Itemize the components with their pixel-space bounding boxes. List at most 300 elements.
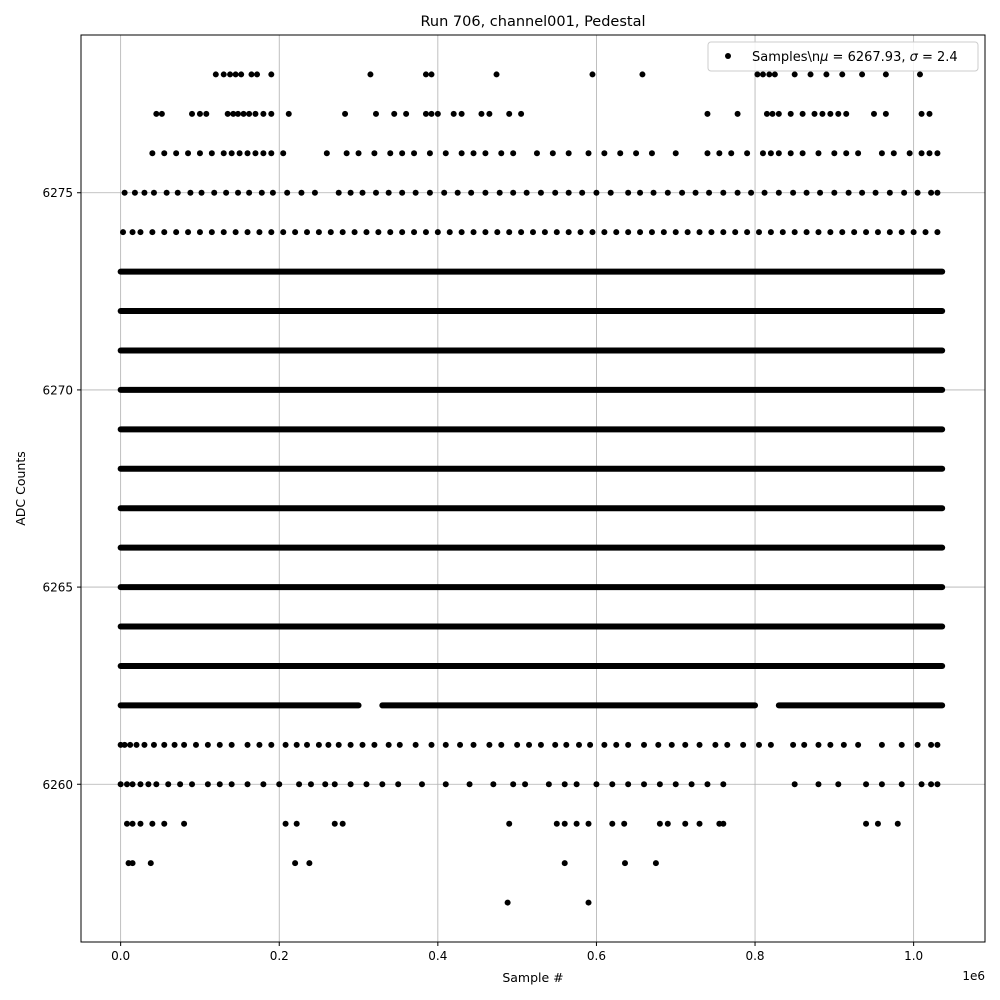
sample-point [801,742,807,748]
sample-point [217,742,223,748]
sample-point [720,190,726,196]
sample-point [371,742,377,748]
sample-point [682,821,688,827]
sample-point [788,150,794,156]
sample-point [562,860,568,866]
x-tick-label: 0.6 [586,949,606,963]
sample-point [928,781,934,787]
sample-point [360,742,366,748]
sample-point [360,190,366,196]
sample-point [574,821,580,827]
sample-point [538,190,544,196]
sample-point [181,821,187,827]
sample-point [804,190,810,196]
sample-point [498,742,504,748]
sample-point [395,781,401,787]
y-tick-label: 6265 [42,580,73,595]
sample-point [435,229,441,235]
sample-point [578,229,584,235]
sample-point [812,111,818,117]
sample-point [122,742,128,748]
sample-point [185,229,191,235]
sample-point [459,229,465,235]
sample-point [518,111,524,117]
sample-point [673,150,679,156]
sample-point [776,150,782,156]
sample-point [875,821,881,827]
sample-point [815,229,821,235]
sample-point [554,229,560,235]
sample-point [177,781,183,787]
sample-point [241,111,247,117]
sample-point [159,111,165,117]
sample-point [246,190,252,196]
sample-point [926,150,932,156]
sample-point [883,71,889,77]
sample-point [252,150,258,156]
sample-point [324,150,330,156]
sample-point [411,229,417,235]
sample-point [790,190,796,196]
sample-point [841,742,847,748]
sample-point [164,190,170,196]
sample-point [423,229,429,235]
sample-point [859,71,865,77]
sample-point [665,821,671,827]
sample-point [173,150,179,156]
sample-point [280,229,286,235]
sample-point [768,229,774,235]
sample-point [574,781,580,787]
sample-point [235,190,241,196]
sample-point [740,742,746,748]
sample-point [530,229,536,235]
sample-point [587,742,593,748]
sample-point [246,111,252,117]
sample-point [221,229,227,235]
sample-point [256,742,262,748]
sample-point [304,742,310,748]
sample-point [792,781,798,787]
sample-point [312,190,318,196]
sample-point [141,742,147,748]
sample-point [679,190,685,196]
sample-point [633,150,639,156]
sample-point [397,742,403,748]
sample-point [639,71,645,77]
sample-point [363,229,369,235]
sample-point [161,229,167,235]
sample-point [928,190,934,196]
sample-point [846,190,852,196]
sample-point [879,150,885,156]
sample-point [871,111,877,117]
sample-point [276,781,282,787]
sample-point [748,190,754,196]
sample-point [625,742,631,748]
sample-point [348,190,354,196]
sample-point [459,150,465,156]
sample-point [367,71,373,77]
sample-point [780,229,786,235]
legend [708,42,978,71]
sample-point [467,781,473,787]
sample-point [328,229,334,235]
sample-point [649,229,655,235]
sample-point [221,71,227,77]
sample-point [371,150,377,156]
sample-point [213,71,219,77]
sample-point [586,150,592,156]
sample-point [622,860,628,866]
sample-point [185,150,191,156]
sample-point [510,150,516,156]
sample-point [538,742,544,748]
sample-point [772,71,778,77]
sample-point [899,229,905,235]
sample-point [189,781,195,787]
sample-point [697,229,703,235]
sample-point [657,821,663,827]
sample-point [498,150,504,156]
sample-point [911,229,917,235]
sample-point [792,71,798,77]
sample-point [613,229,619,235]
sample-point [443,150,449,156]
sample-point [601,229,607,235]
sample-point [934,150,940,156]
sample-point [211,190,217,196]
sample-point [221,150,227,156]
legend-sigma-value: = 2.4 [917,50,958,65]
sample-point [161,742,167,748]
sample-point [788,111,794,117]
sample-point [494,71,500,77]
sample-point [482,229,488,235]
sample-point [613,742,619,748]
sample-point [205,742,211,748]
sample-point [510,781,516,787]
sample-point [800,150,806,156]
sample-point [413,742,419,748]
sample-point [141,190,147,196]
sample-point [576,742,582,748]
sample-point [316,742,322,748]
y-tick-label: 6275 [42,186,73,201]
sample-point [934,229,940,235]
sample-point [348,781,354,787]
sample-point [800,111,806,117]
sample-point [762,190,768,196]
sample-point [137,229,143,235]
sample-point [151,742,157,748]
sample-point [363,781,369,787]
legend-sigma-symbol: σ [909,50,918,65]
sample-point [769,111,775,117]
sample-point [552,190,558,196]
sample-point [919,111,925,117]
sample-point [665,190,671,196]
sample-point [322,781,328,787]
sample-point [776,111,782,117]
sample-point [124,781,130,787]
sample-point [839,229,845,235]
sample-point [649,150,655,156]
sample-point [423,111,429,117]
sample-point [340,821,346,827]
sample-point [118,781,124,787]
sample-point [428,111,434,117]
sample-point [120,229,126,235]
sample-point [391,111,397,117]
sample-point [817,190,823,196]
sample-point [148,860,154,866]
sample-point [427,190,433,196]
sample-point [280,150,286,156]
sample-point [237,150,243,156]
sample-point [122,190,128,196]
sample-point [915,742,921,748]
sample-point [435,111,441,117]
sample-point [744,150,750,156]
sample-point [348,742,354,748]
sample-point [203,111,209,117]
sample-point [720,821,726,827]
y-tick-label: 6270 [42,383,73,398]
sample-point [708,229,714,235]
sample-point [233,71,239,77]
sample-point [526,742,532,748]
sample-point [589,71,595,77]
sample-point [895,821,901,827]
sample-point [819,111,825,117]
sample-point [459,111,465,117]
sample-point [608,190,614,196]
sample-point [562,821,568,827]
sample-point [284,190,290,196]
sample-point [332,781,338,787]
sample-point [268,229,274,235]
sample-point [471,150,477,156]
sample-point [901,190,907,196]
sample-point [336,742,342,748]
sample-point [566,229,572,235]
sample-point [455,190,461,196]
sample-point [292,229,298,235]
sample-point [379,781,385,787]
sample-point [342,111,348,117]
sample-point [153,111,159,117]
sample-point [617,150,623,156]
sample-point [506,229,512,235]
sample-point [673,781,679,787]
sample-point [494,229,500,235]
sample-point [766,71,772,77]
sample-point [919,150,925,156]
sample-point [197,111,203,117]
sample-point [296,781,302,787]
sample-point [542,229,548,235]
sample-point [486,742,492,748]
sample-point [325,742,331,748]
sample-point [304,229,310,235]
sample-point [879,781,885,787]
sample-point [792,229,798,235]
sample-point [235,111,241,117]
sample-point [815,150,821,156]
sample-point [229,742,235,748]
sample-point [130,781,136,787]
sample-point [609,821,615,827]
x-tick-label: 0.0 [111,949,131,963]
sample-point [804,229,810,235]
sample-point [550,150,556,156]
sample-point [923,229,929,235]
sample-point [149,150,155,156]
sample-point [934,190,940,196]
sample-point [356,150,362,156]
sample-point [387,150,393,156]
sample-point [823,71,829,77]
sample-point [518,229,524,235]
sample-point [298,190,304,196]
sample-point [260,111,266,117]
sample-point [386,742,392,748]
sample-point [286,111,292,117]
sample-point [413,190,419,196]
sample-point [732,229,738,235]
sample-point [399,150,405,156]
sample-point [161,150,167,156]
sample-point [891,150,897,156]
sample-point [790,742,796,748]
sample-point [443,781,449,787]
sample-point [756,742,762,748]
sample-point [831,190,837,196]
sample-point [161,821,167,827]
sample-point [151,190,157,196]
sample-point [621,821,627,827]
sample-point [386,190,392,196]
sample-point [294,742,300,748]
sample-point [197,150,203,156]
sample-point [712,742,718,748]
sample-point [899,742,905,748]
x-axis-label: Sample # [502,970,564,985]
sample-point [189,111,195,117]
sample-point [720,781,726,787]
y-tick-label: 6260 [42,777,73,792]
sample-point [308,781,314,787]
sample-point [566,190,572,196]
sample-point [522,781,528,787]
sample-point [227,71,233,77]
sample-point [306,860,312,866]
sample-point [843,150,849,156]
sample-point [248,71,254,77]
sample-point [245,229,251,235]
sample-point [294,821,300,827]
sample-point [506,111,512,117]
sample-point [419,781,425,787]
sample-point [137,821,143,827]
sample-point [490,781,496,787]
sample-point [153,781,159,787]
sample-point [505,900,511,906]
sample-point [704,781,710,787]
sample-point [704,150,710,156]
sample-point [934,742,940,748]
sample-point [149,229,155,235]
sample-point [661,229,667,235]
sample-point [756,229,762,235]
x-tick-label: 0.2 [269,949,289,963]
sample-point [340,229,346,235]
sample-point [716,150,722,156]
legend-label [752,50,958,65]
sample-point [316,229,322,235]
sample-point [254,71,260,77]
legend-mu-symbol: μ [820,50,829,65]
sample-point [855,150,861,156]
sample-point [137,781,143,787]
sample-point [641,781,647,787]
sample-point [760,150,766,156]
sample-point [457,742,463,748]
sample-point [735,190,741,196]
sample-point [193,742,199,748]
sample-point [655,742,661,748]
sample-point [919,781,925,787]
sample-point [589,229,595,235]
sample-point [132,190,138,196]
sample-point [768,150,774,156]
sample-point [149,821,155,827]
sample-point [625,190,631,196]
sample-point [835,781,841,787]
sample-point [641,742,647,748]
sample-point [601,742,607,748]
sample-point [181,742,187,748]
sample-point [447,229,453,235]
sample-point [917,71,923,77]
sample-point [268,71,274,77]
sample-point [124,821,130,827]
sample-point [693,190,699,196]
sample-point [586,900,592,906]
sample-point [546,781,552,787]
sample-point [657,781,663,787]
sample-point [471,229,477,235]
sample-point [760,71,766,77]
sample-point [165,781,171,787]
sample-point [260,781,266,787]
sample-point [697,821,703,827]
sample-point [506,821,512,827]
sample-point [685,229,691,235]
sample-point [245,781,251,787]
sample-point [260,150,266,156]
sample-point [827,111,833,117]
sample-point [835,111,841,117]
sample-point [863,781,869,787]
sample-point [724,742,730,748]
sample-point [482,150,488,156]
sample-point [728,150,734,156]
sample-point [209,229,215,235]
sample-point [510,190,516,196]
sample-point [706,190,712,196]
